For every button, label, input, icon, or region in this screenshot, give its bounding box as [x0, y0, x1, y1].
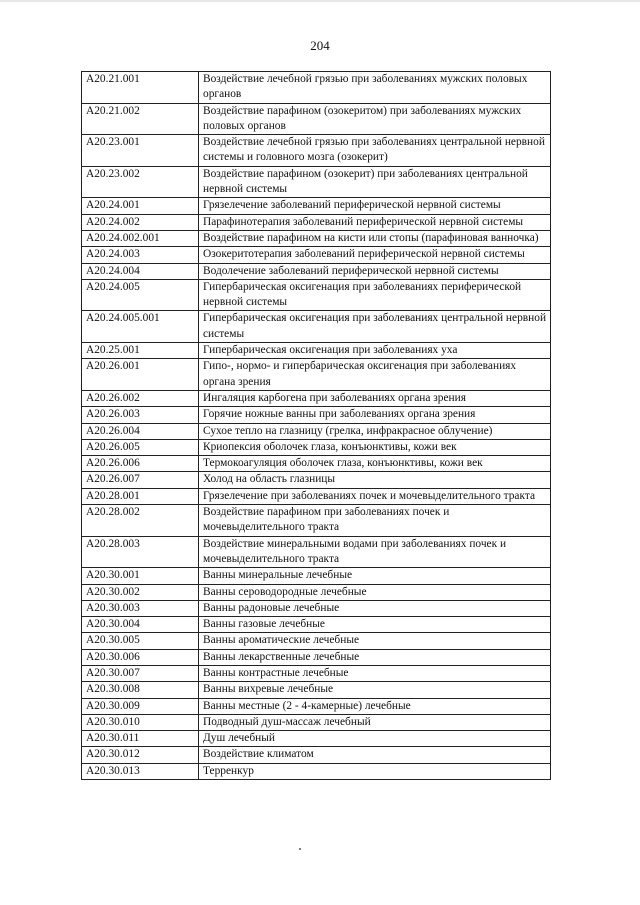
table-row — [82, 568, 551, 584]
procedure-name: Душ лечебный — [199, 731, 551, 747]
procedure-code: A20.28.003 — [82, 536, 199, 568]
table-row — [82, 439, 551, 455]
procedure-name: Ванны контрастные лечебные — [199, 665, 551, 681]
procedure-name: Воздействие парафином (озокеритом) при заболеваниях мужских половых органов — [199, 103, 551, 135]
procedure-name: Воздействие лечебной грязью при заболеваниях мужских половых органов — [199, 72, 551, 104]
procedure-code: A20.23.001 — [82, 135, 199, 167]
procedure-name: Подводный душ-массаж лечебный — [199, 714, 551, 730]
procedure-code: A20.24.003 — [82, 247, 199, 263]
procedure-name: Криопексия оболочек глаза, конъюнктивы, кожи век — [199, 439, 551, 455]
procedure-name: Ванны ароматические лечебные — [199, 633, 551, 649]
procedure-code: A20.24.005.001 — [82, 311, 199, 343]
table-row — [82, 72, 551, 104]
procedures-table — [81, 71, 551, 780]
procedure-name: Грязелечение заболеваний периферической нервной системы — [199, 198, 551, 214]
procedure-code: A20.24.002.001 — [82, 230, 199, 246]
procedure-name: Ингаляция карбогена при заболеваниях органа зрения — [199, 390, 551, 406]
procedure-name: Гипербарическая оксигенация при заболеваниях центральной нервной системы — [199, 311, 551, 343]
table-row — [82, 698, 551, 714]
procedure-name: Ванны газовые лечебные — [199, 617, 551, 633]
procedure-code: A20.28.001 — [82, 488, 199, 504]
procedure-name: Гипербарическая оксигенация при заболеваниях периферической нервной системы — [199, 279, 551, 311]
table-row — [82, 505, 551, 537]
table-row — [82, 166, 551, 198]
procedure-code: A20.26.002 — [82, 390, 199, 406]
table-row — [82, 649, 551, 665]
procedure-name: Водолечение заболеваний периферической нервной системы — [199, 263, 551, 279]
table-row — [82, 135, 551, 167]
table-row — [82, 407, 551, 423]
procedure-code: A20.30.002 — [82, 584, 199, 600]
procedure-code: A20.30.007 — [82, 665, 199, 681]
table-row — [82, 682, 551, 698]
table-row — [82, 633, 551, 649]
procedure-code: A20.30.001 — [82, 568, 199, 584]
table-row — [82, 103, 551, 135]
procedure-code: A20.30.008 — [82, 682, 199, 698]
procedure-code: A20.30.013 — [82, 763, 199, 779]
page-number: 204 — [310, 38, 330, 53]
table-row — [82, 263, 551, 279]
page-edge — [0, 0, 640, 2]
procedure-code: A20.28.002 — [82, 505, 199, 537]
procedures-table-body — [82, 72, 551, 780]
procedure-code: A20.30.005 — [82, 633, 199, 649]
procedure-code: A20.30.011 — [82, 731, 199, 747]
table-row — [82, 617, 551, 633]
table-row — [82, 488, 551, 504]
procedure-name: Грязелечение при заболеваниях почек и мочевыделительного тракта — [199, 488, 551, 504]
procedure-name: Горячие ножные ванны при заболеваниях органа зрения — [199, 407, 551, 423]
procedure-name: Ванны сероводородные лечебные — [199, 584, 551, 600]
procedure-code: A20.30.010 — [82, 714, 199, 730]
procedure-name: Гипо-, нормо- и гипербарическая оксигенация при заболеваниях органа зрения — [199, 359, 551, 391]
procedure-name: Воздействие парафином при заболеваниях почек и мочевыделительного тракта — [199, 505, 551, 537]
table-row — [82, 390, 551, 406]
procedure-name: Ванны местные (2 - 4-камерные) лечебные — [199, 698, 551, 714]
procedure-code: A20.26.001 — [82, 359, 199, 391]
table-row — [82, 423, 551, 439]
procedure-code: A20.26.005 — [82, 439, 199, 455]
table-row — [82, 731, 551, 747]
procedure-code: A20.26.006 — [82, 456, 199, 472]
table-row — [82, 584, 551, 600]
procedure-name: Терренкур — [199, 763, 551, 779]
procedure-code: A20.24.004 — [82, 263, 199, 279]
table-row — [82, 343, 551, 359]
table-row — [82, 247, 551, 263]
table-row — [82, 230, 551, 246]
procedure-code: A20.26.003 — [82, 407, 199, 423]
procedure-name: Воздействие лечебной грязью при заболеваниях центральной нервной системы и головного мозга (озокерит) — [199, 135, 551, 167]
procedure-code: A20.30.003 — [82, 600, 199, 616]
procedure-name: Парафинотерапия заболеваний периферической нервной системы — [199, 214, 551, 230]
procedure-name: Ванны радоновые лечебные — [199, 600, 551, 616]
table-row — [82, 665, 551, 681]
procedure-code: A20.23.002 — [82, 166, 199, 198]
table-row — [82, 747, 551, 763]
table-row — [82, 359, 551, 391]
procedure-code: A20.30.006 — [82, 649, 199, 665]
procedure-name: Сухое тепло на глазницу (грелка, инфракрасное облучение) — [199, 423, 551, 439]
procedure-name: Воздействие минеральными водами при заболеваниях почек и мочевыделительного тракта — [199, 536, 551, 568]
scan-speck — [299, 848, 301, 850]
procedure-name: Ванны вихревые лечебные — [199, 682, 551, 698]
table-row — [82, 714, 551, 730]
procedure-code: A20.25.001 — [82, 343, 199, 359]
table-row — [82, 472, 551, 488]
table-row — [82, 214, 551, 230]
procedure-code: A20.21.001 — [82, 72, 199, 104]
procedure-code: A20.30.012 — [82, 747, 199, 763]
procedure-name: Воздействие парафином (озокерит) при заболеваниях центральной нервной системы — [199, 166, 551, 198]
procedure-name: Озокеритотерапия заболеваний периферической нервной системы — [199, 247, 551, 263]
table-row — [82, 763, 551, 779]
table-row — [82, 456, 551, 472]
procedure-code: A20.24.002 — [82, 214, 199, 230]
table-row — [82, 600, 551, 616]
procedure-name: Термокоагуляция оболочек глаза, конъюнктивы, кожи век — [199, 456, 551, 472]
table-row — [82, 279, 551, 311]
procedure-code: A20.30.009 — [82, 698, 199, 714]
table-row — [82, 311, 551, 343]
procedure-code: A20.26.004 — [82, 423, 199, 439]
procedure-name: Воздействие климатом — [199, 747, 551, 763]
table-row — [82, 198, 551, 214]
procedure-code: A20.26.007 — [82, 472, 199, 488]
procedure-name: Воздействие парафином на кисти или стопы (парафиновая ванночка) — [199, 230, 551, 246]
procedure-name: Гипербарическая оксигенация при заболеваниях уха — [199, 343, 551, 359]
procedure-name: Ванны лекарственные лечебные — [199, 649, 551, 665]
procedure-name: Холод на область глазницы — [199, 472, 551, 488]
procedure-code: A20.21.002 — [82, 103, 199, 135]
procedure-code: A20.24.001 — [82, 198, 199, 214]
procedure-name: Ванны минеральные лечебные — [199, 568, 551, 584]
procedure-code: A20.24.005 — [82, 279, 199, 311]
procedure-code: A20.30.004 — [82, 617, 199, 633]
table-row — [82, 536, 551, 568]
